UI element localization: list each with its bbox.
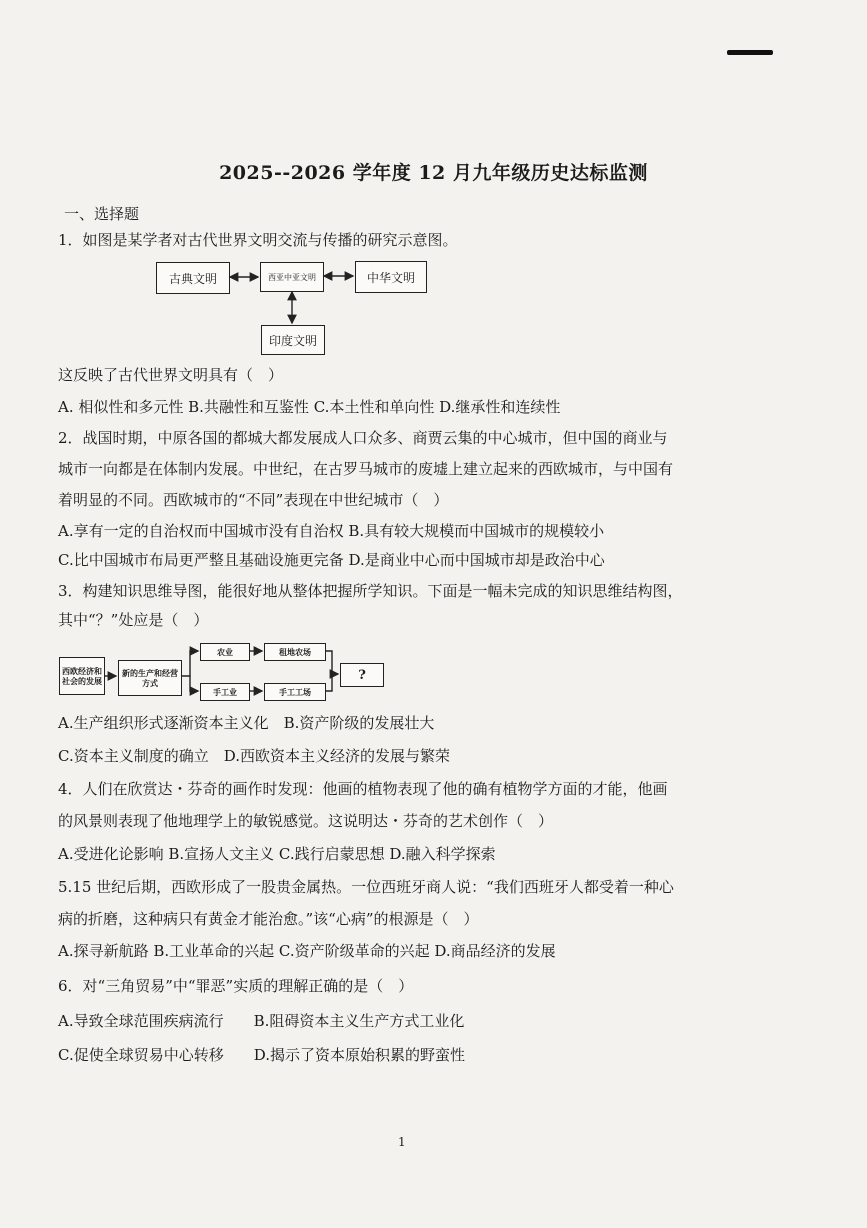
q3-option-cd: C.资本主义制度的确立 D.西欧资本主义经济的发展与繁荣 [58, 747, 450, 765]
q3-box-mode: 新的生产和经营方式 [118, 660, 182, 696]
q4-options: A.受进化论影响 B.宣扬人文主义 C.践行启蒙思想 D.融入科学探索 [58, 845, 496, 863]
q2-line-3: 着明显的不同。西欧城市的“不同”表现在中世纪城市（ ） [58, 491, 449, 509]
q1-box-classical: 古典文明 [156, 262, 230, 294]
q2-line-2: 城市一向都是在体制内发展。中世纪，在古罗马城市的废墟上建立起来的西欧城市，与中国有 [58, 460, 674, 478]
q3-box-question: ? [340, 663, 384, 687]
q1-box-indian: 印度文明 [261, 325, 325, 355]
q2-line-1: 2．战国时期，中原各国的都城大都发展成人口众多、商贾云集的中心城市，但中国的商业与 [58, 429, 668, 447]
q5-options: A.探寻新航路 B.工业革命的兴起 C.资产阶级革命的兴起 D.商品经济的发展 [58, 942, 556, 960]
q1-prompt: 这反映了古代世界文明具有（ ） [58, 366, 284, 384]
q4-line-2: 的风景则表现了他地理学上的敏锐感觉。这说明达・芬奇的艺术创作（ ） [58, 812, 554, 830]
q3-option-ab: A.生产组织形式逐渐资本主义化 B.资产阶级的发展壮大 [58, 714, 435, 732]
q2-option-cd: C.比中国城市布局更严整且基础设施更完备 D.是商业中心而中国城市却是政治中心 [58, 551, 605, 569]
q1-box-chinese: 中华文明 [355, 261, 427, 293]
q6-option-cd: C.促使全球贸易中心转移 D.揭示了资本原始积累的野蛮性 [58, 1046, 465, 1064]
q3-line-2: 其中“？”处应是（ ） [58, 611, 209, 629]
q1-box-west-central-asia: 西亚中亚文明 [260, 262, 324, 292]
q2-option-ab: A.享有一定的自治权而中国城市没有自治权 B.具有较大规模而中国城市的规模较小 [58, 522, 605, 540]
q3-box-farm: 租地农场 [264, 643, 326, 661]
q3-box-workshop: 手工工场 [264, 683, 326, 701]
q3-box-agriculture: 农业 [200, 643, 250, 661]
exam-title: 2025--2026 学年度 12 月九年级历史达标监测 [219, 162, 648, 184]
q6-option-ab: A.导致全球范围疾病流行 B.阻碍资本主义生产方式工业化 [58, 1012, 465, 1030]
q6-stem: 6．对“三角贸易”中“罪恶”实质的理解正确的是（ ） [58, 977, 414, 995]
q1-stem: 1．如图是某学者对古代世界文明交流与传播的研究示意图。 [58, 231, 458, 249]
q4-line-1: 4．人们在欣赏达・芬奇的画作时发现：他画的植物表现了他的确有植物学方面的才能，他画 [58, 780, 668, 798]
scan-mark [727, 50, 773, 55]
q5-line-1: 5.15 世纪后期，西欧形成了一股贵金属热。一位西班牙商人说：“我们西班牙人都受着一种心 [58, 878, 674, 896]
q1-options: A. 相似性和多元性 B.共融性和互鉴性 C.本土性和单向性 D.继承性和连续性 [58, 398, 561, 416]
q3-box-root: 西欧经济和社会的发展 [59, 657, 105, 695]
q3-box-handicraft: 手工业 [200, 683, 250, 701]
section-label: 一、选择题 [64, 205, 140, 223]
q3-line-1: 3．构建知识思维导图，能很好地从整体把握所学知识。下面是一幅未完成的知识思维结构图， [58, 582, 683, 600]
q5-line-2: 病的折磨，这种病只有黄金才能治愈。”该“心病”的根源是（ ） [58, 910, 479, 928]
page-number: 1 [398, 1135, 406, 1149]
